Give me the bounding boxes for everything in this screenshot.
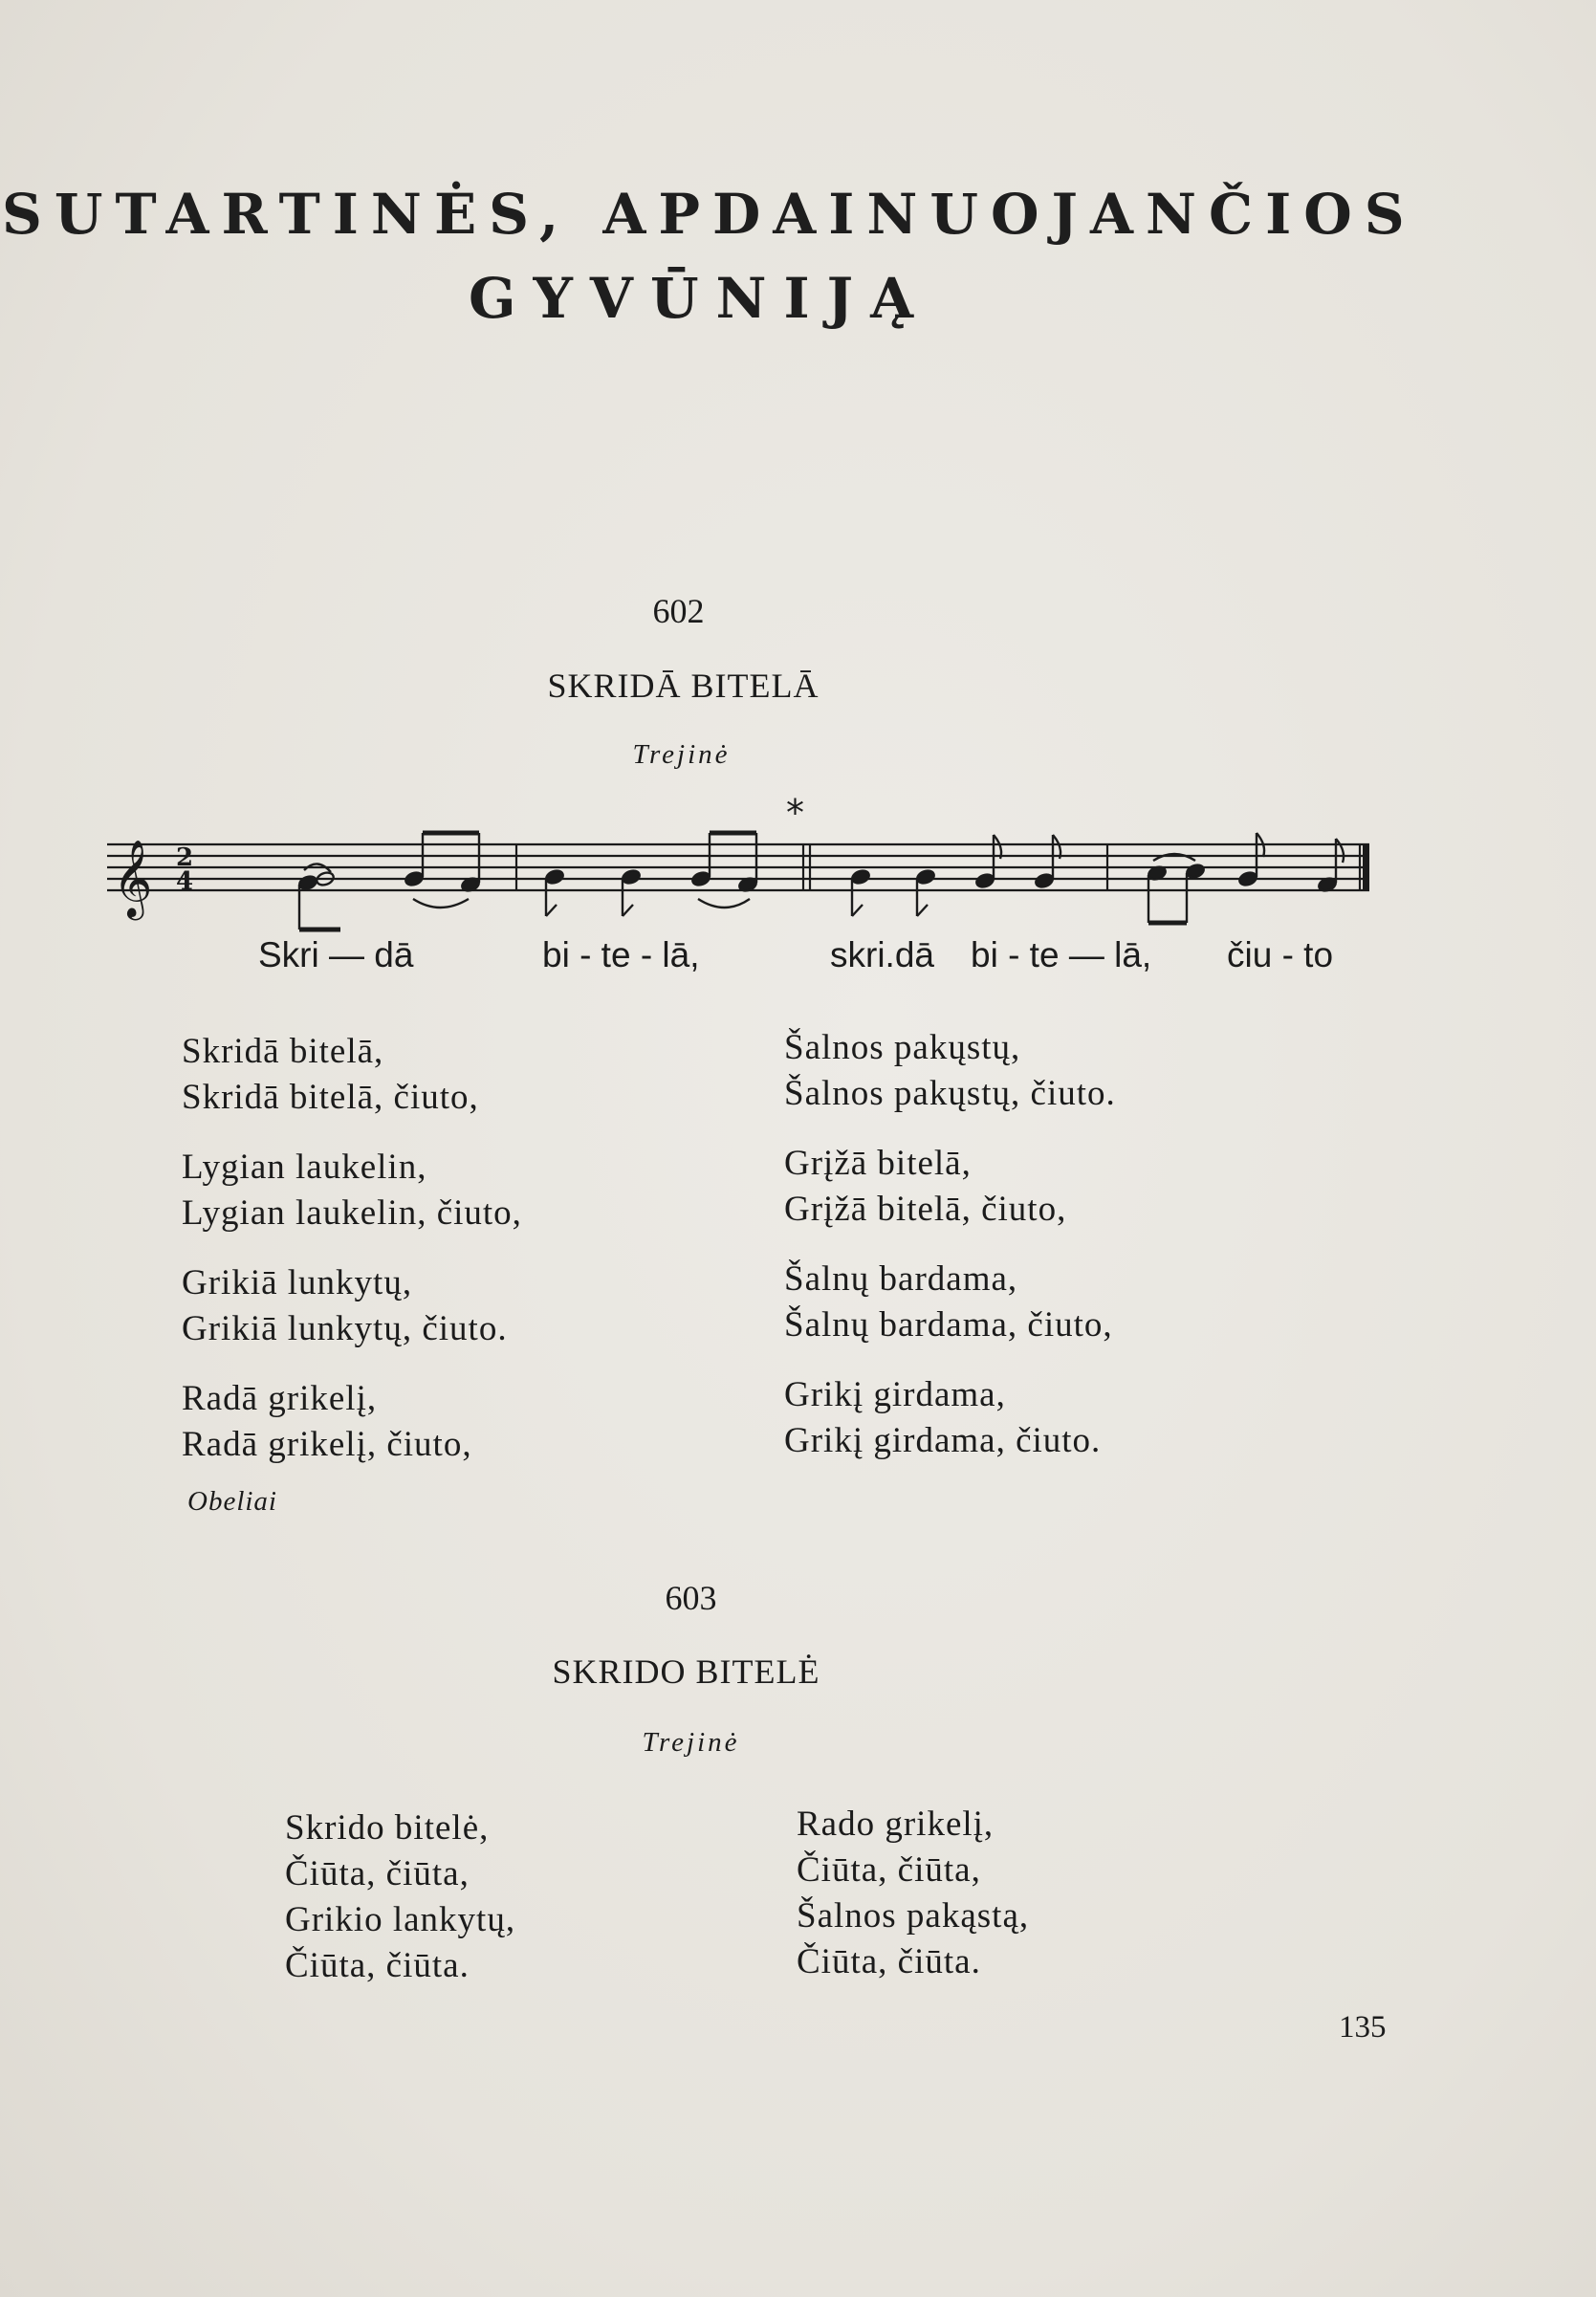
verse-line: Grikį girdama, — [784, 1375, 1006, 1414]
stanza — [182, 1260, 522, 1352]
verse-line: Skrido bitelė, — [285, 1808, 490, 1848]
verse-line: Čiūta, čiūta. — [285, 1946, 470, 1985]
verse-line: Grikį girdama, čiuto. — [784, 1421, 1102, 1460]
verse-line: Lygian laukelin, čiuto, — [182, 1193, 522, 1233]
stanza — [784, 1025, 1116, 1117]
song-603-right-column — [797, 1802, 1029, 1985]
score-lyric-1: Skri — dā — [258, 935, 414, 974]
verse-line: Rado grikelį, — [797, 1805, 995, 1844]
song-603-type: Trejinė — [642, 1727, 740, 1758]
stanza — [784, 1372, 1116, 1464]
song-603-title: SKRIDO BITELĖ — [552, 1652, 820, 1691]
song-602-left-column — [182, 1029, 522, 1492]
verse-line: Šalnos pakąstą, — [797, 1896, 1030, 1936]
song-602-type: Trejinė — [632, 739, 731, 770]
chapter-title-line-1: SUTARTINĖS, APDAINUOJANČIOS — [2, 182, 1417, 247]
song-602-right-column — [784, 1025, 1116, 1488]
verse-line: Čiūta, čiūta, — [797, 1850, 981, 1890]
verse-line: Šalnų bardama, čiuto, — [784, 1305, 1113, 1345]
verse-line: Radā grikelį, — [182, 1379, 378, 1418]
page-number: 135 — [1339, 2010, 1387, 2045]
song-603-number: 603 — [665, 1579, 717, 1617]
stanza — [182, 1145, 522, 1236]
stanza — [784, 1141, 1116, 1233]
verse-line: Grikio lankytų, — [285, 1900, 516, 1939]
svg-text:𝄞: 𝄞 — [113, 839, 153, 917]
verse-line: Čiūta, čiūta. — [797, 1942, 981, 1981]
verse-line: Radā grikelį, čiuto, — [182, 1425, 472, 1464]
verse-line: Grikiā lunkytų, — [182, 1263, 413, 1302]
stanza — [182, 1029, 522, 1121]
svg-text:2: 2 — [176, 843, 194, 872]
score-lyric-3: skri.dā — [830, 935, 934, 974]
verse-line: Šalnos pakųstų, — [784, 1028, 1021, 1067]
verse-line: Grįžā bitelā, čiuto, — [784, 1190, 1067, 1229]
verse-line: Skridā bitelā, čiuto, — [182, 1078, 479, 1117]
verse-line: Lygian laukelin, — [182, 1148, 427, 1187]
verse-line: Čiūta, čiūta, — [285, 1854, 470, 1893]
verse-line: Grikiā lunkytų, čiuto. — [182, 1309, 508, 1348]
song-602-number: 602 — [652, 592, 705, 630]
verse-line: Šalnų bardama, — [784, 1259, 1018, 1299]
song-602-title: SKRIDĀ BITELĀ — [547, 667, 820, 705]
verse-line: Skridā bitelā, — [182, 1032, 384, 1071]
verse-line: Šalnos pakųstų, čiuto. — [784, 1074, 1116, 1113]
stanza — [784, 1257, 1116, 1348]
song-602-place: Obeliai — [187, 1486, 277, 1517]
score-lyric-4: bi - te — lā, — [971, 935, 1152, 974]
verse-line: Grįžā bitelā, — [784, 1144, 972, 1183]
score-lyric-2: bi - te - lā, — [542, 935, 700, 974]
song-603-left-column — [285, 1805, 515, 1989]
asterisk-marker: * — [786, 792, 804, 834]
chapter-title-line-2: GYVŪNIJĄ — [469, 266, 931, 331]
stanza — [182, 1376, 522, 1468]
svg-text:4: 4 — [176, 867, 194, 896]
score-lyric-5: čiu - to — [1227, 935, 1334, 974]
